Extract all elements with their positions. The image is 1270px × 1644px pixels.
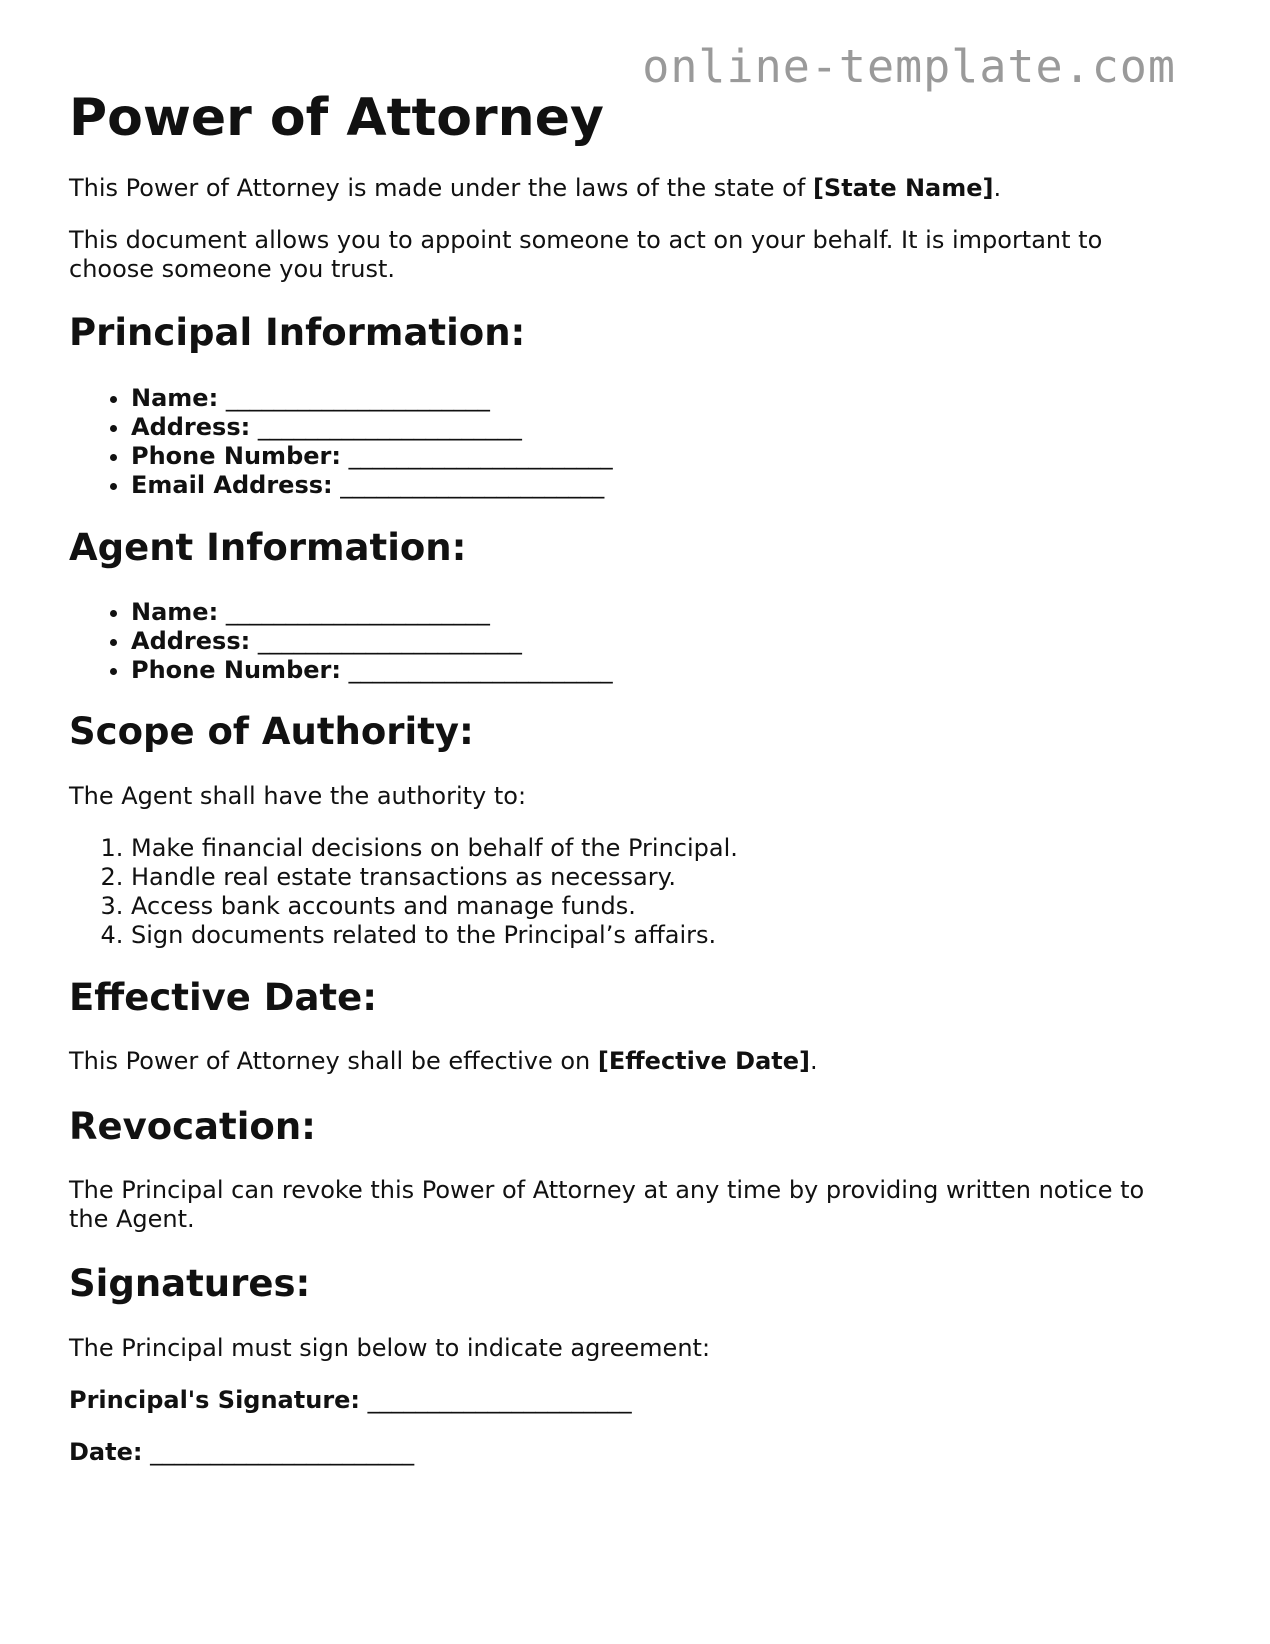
revocation-paragraph: The Principal can revoke this Power of Attorney at any time by providing written notice to the Agent. [69,1176,1145,1233]
governing-law-prefix: This Power of Attorney is made under the laws of the state of [69,174,813,202]
field-label: Address: [131,413,251,441]
revocation-heading: Revocation: [69,1105,316,1148]
state-name-placeholder: [State Name] [812,174,994,202]
purpose-paragraph: This document allows you to appoint someone to act on your behalf. It is important to choose someone you trust. [69,226,1103,283]
field-label: Email Address: [131,471,333,499]
blank-line: ______________________ [225,384,490,412]
scope-heading: Scope of Authority: [69,710,474,753]
principal-name-field [131,384,613,413]
agent-name-field [131,598,613,627]
agent-phone-field [131,656,613,685]
principal-address-field [131,413,613,442]
scope-item: 2. Handle real estate transactions as necessary. [131,863,738,892]
page-title: Power of Attorney [69,88,604,148]
blank-line: ______________________ [340,471,605,499]
agent-heading: Agent Information: [69,526,467,569]
principal-email-field [131,471,613,500]
scope-intro: The Agent shall have the authority to: [69,782,527,810]
scope-item: 1. Make financial decisions on behalf of the Principal. [131,834,738,863]
watermark: online-template.com [642,40,1176,93]
blank-line: ______________________ [348,656,613,684]
scope-item: 3. Access bank accounts and manage funds. [131,892,738,921]
principal-field-list [69,384,613,500]
blank-line: ______________________ [257,627,522,655]
agent-field-list [69,598,613,685]
blank-line: ______________________ [348,442,613,470]
blank-line: ______________________ [225,598,490,626]
signature-label: Principal's Signature: [69,1386,361,1414]
signatures-heading: Signatures: [69,1262,311,1305]
effective-date-placeholder: [Effective Date] [597,1047,810,1075]
effective-date-heading: Effective Date: [69,976,377,1019]
scope-item: 4. Sign documents related to the Principal’s affairs. [131,921,738,950]
agent-address-field [131,627,613,656]
governing-law-paragraph [69,174,1001,203]
effective-date-prefix: This Power of Attorney shall be effective on [69,1047,598,1075]
effective-date-paragraph [69,1047,818,1076]
principal-phone-field [131,442,613,471]
blank-line: ______________________ [257,413,522,441]
date-blank: ______________________ [150,1438,415,1466]
scope-list [69,834,738,950]
field-label: Name: [131,598,219,626]
field-label: Name: [131,384,219,412]
signature-date-line [69,1438,414,1467]
field-label: Phone Number: [131,442,341,470]
signatures-intro: The Principal must sign below to indicate agreement: [69,1334,711,1362]
effective-date-suffix: . [809,1047,818,1075]
principal-heading: Principal Information: [69,311,526,354]
principal-signature-line [69,1386,632,1415]
date-label: Date: [69,1438,143,1466]
field-label: Address: [131,627,251,655]
governing-law-suffix: . [993,174,1002,202]
field-label: Phone Number: [131,656,341,684]
signature-blank: ______________________ [367,1386,632,1414]
